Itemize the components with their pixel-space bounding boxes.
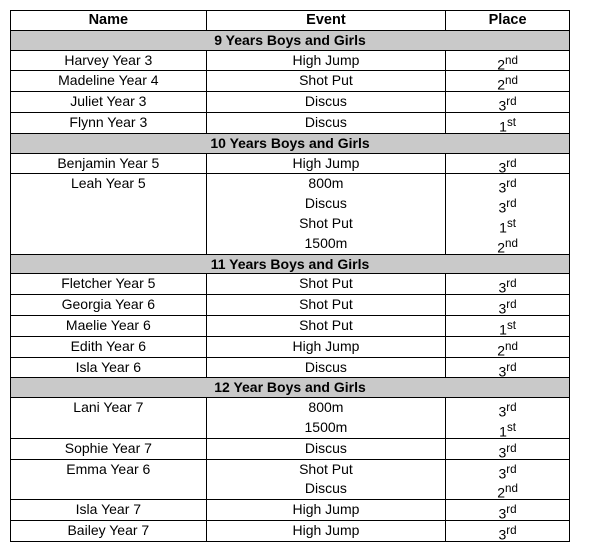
place-number: 2 — [497, 342, 505, 359]
table-row — [11, 398, 570, 439]
place-value — [446, 316, 569, 336]
event-cell — [206, 274, 446, 295]
group-title: 10 Years Boys and Girls — [11, 133, 570, 153]
results-table — [10, 10, 570, 542]
place-cell — [446, 153, 570, 174]
table-row — [11, 71, 570, 92]
event-name: Shot Put — [299, 296, 353, 313]
event-name: High Jump — [292, 337, 360, 354]
place-value — [446, 234, 569, 254]
place-value — [446, 479, 569, 499]
event-cell — [206, 153, 446, 174]
event-cell — [206, 336, 446, 357]
student-name: Benjamin Year 5 — [11, 153, 207, 174]
table-row — [11, 274, 570, 295]
student-name: Juliet Year 3 — [11, 92, 207, 113]
place-suffix: rd — [506, 401, 517, 415]
event-name: 1500m — [304, 418, 348, 435]
table-row — [11, 315, 570, 336]
event-name: Discus — [304, 439, 347, 456]
table-row — [11, 50, 570, 71]
results-body — [11, 30, 570, 541]
place-value — [446, 194, 569, 214]
event-name: High Jump — [292, 501, 360, 518]
place-number: 3 — [498, 180, 507, 197]
group-title: 11 Years Boys and Girls — [11, 254, 570, 274]
place-suffix: rd — [506, 298, 517, 312]
place-number: 3 — [498, 526, 507, 543]
place-cell — [446, 50, 570, 71]
group-header-row — [11, 254, 570, 274]
student-name: Flynn Year 3 — [11, 112, 207, 133]
event-cell — [206, 71, 446, 92]
place-number: 1 — [499, 219, 507, 236]
place-suffix: st — [506, 216, 517, 230]
student-name: Isla Year 6 — [11, 357, 207, 378]
document-page — [10, 10, 572, 543]
place-cell — [446, 71, 570, 92]
place-value — [446, 460, 569, 480]
student-name: Georgia Year 6 — [11, 295, 207, 316]
place-suffix: rd — [506, 462, 517, 476]
place-cell — [446, 357, 570, 378]
event-column-header: Event — [206, 11, 446, 31]
place-suffix: st — [506, 420, 517, 434]
place-suffix: rd — [506, 277, 517, 291]
place-number: 3 — [498, 199, 507, 216]
group-header-row — [11, 30, 570, 50]
place-suffix: nd — [505, 339, 518, 353]
table-row — [11, 153, 570, 174]
event-name: High Jump — [292, 51, 360, 68]
place-suffix: rd — [506, 360, 517, 374]
place-value — [446, 214, 569, 234]
place-suffix: st — [506, 115, 517, 129]
place-number: 1 — [499, 118, 507, 135]
table-row — [11, 295, 570, 316]
place-value — [446, 418, 569, 438]
student-name: Isla Year 7 — [11, 500, 207, 521]
event-name: Shot Put — [299, 214, 353, 231]
place-cell — [446, 315, 570, 336]
place-value — [446, 174, 569, 197]
place-value — [446, 51, 569, 71]
place-value — [446, 71, 569, 94]
group-title: 12 Year Boys and Girls — [11, 378, 570, 398]
event-name: High Jump — [292, 521, 360, 538]
place-cell — [446, 500, 570, 521]
event-name: Shot Put — [299, 316, 353, 333]
place-value — [446, 154, 569, 174]
place-suffix: rd — [506, 441, 517, 455]
student-name: Edith Year 6 — [11, 336, 207, 357]
place-number: 3 — [498, 403, 507, 420]
place-value — [446, 92, 569, 112]
place-number: 3 — [498, 280, 507, 297]
event-name: Discus — [304, 113, 347, 130]
event-name: 800m — [308, 175, 344, 192]
place-value — [446, 113, 569, 133]
event-cell — [206, 112, 446, 133]
table-row — [11, 459, 570, 500]
event-cell — [206, 50, 446, 71]
place-cell — [446, 459, 570, 500]
place-suffix: nd — [505, 53, 518, 67]
student-name: Bailey Year 7 — [11, 520, 207, 541]
event-cell — [206, 357, 446, 378]
place-number: 2 — [497, 56, 505, 73]
student-name: Fletcher Year 5 — [11, 274, 207, 295]
group-header-row — [11, 378, 570, 398]
event-name: High Jump — [292, 154, 360, 171]
place-value — [446, 439, 569, 459]
place-value — [446, 500, 569, 520]
place-suffix: nd — [505, 74, 518, 88]
header-row — [11, 11, 570, 31]
event-cell — [206, 459, 446, 500]
event-name: Discus — [304, 358, 347, 375]
place-suffix: rd — [506, 177, 517, 191]
place-number: 3 — [498, 97, 507, 114]
place-cell — [446, 295, 570, 316]
student-name: Lani Year 7 — [11, 398, 207, 439]
student-name: Maelie Year 6 — [11, 315, 207, 336]
event-name: 800m — [308, 399, 344, 416]
place-suffix: st — [506, 318, 517, 332]
table-row — [11, 357, 570, 378]
event-name: Shot Put — [299, 275, 353, 292]
place-number: 3 — [498, 444, 507, 461]
place-cell — [446, 438, 570, 459]
place-number: 3 — [498, 505, 507, 522]
table-row — [11, 92, 570, 113]
name-column-header: Name — [11, 11, 207, 31]
place-number: 2 — [497, 484, 505, 501]
place-value — [446, 337, 569, 357]
group-header-row — [11, 133, 570, 153]
place-value — [446, 274, 569, 297]
place-suffix: rd — [506, 523, 517, 537]
table-row — [11, 438, 570, 459]
place-number: 2 — [497, 239, 505, 256]
table-row — [11, 336, 570, 357]
place-value — [446, 295, 569, 315]
place-suffix: nd — [505, 482, 518, 496]
place-cell — [446, 112, 570, 133]
event-name: Discus — [304, 93, 347, 110]
place-suffix: nd — [505, 236, 518, 250]
student-name: Harvey Year 3 — [11, 50, 207, 71]
event-name: Shot Put — [299, 460, 353, 477]
place-number: 3 — [498, 363, 507, 380]
event-name: Discus — [304, 480, 347, 497]
event-cell — [206, 398, 446, 439]
place-value — [446, 398, 569, 418]
place-cell — [446, 336, 570, 357]
student-name: Leah Year 5 — [11, 174, 207, 254]
place-cell — [446, 398, 570, 439]
place-number: 3 — [498, 465, 507, 482]
place-suffix: rd — [506, 197, 517, 211]
place-column-header: Place — [446, 11, 570, 31]
event-cell — [206, 92, 446, 113]
table-row — [11, 174, 570, 254]
table-row — [11, 112, 570, 133]
event-cell — [206, 295, 446, 316]
event-cell — [206, 438, 446, 459]
event-cell — [206, 174, 446, 254]
student-name: Sophie Year 7 — [11, 438, 207, 459]
place-number: 3 — [498, 159, 507, 176]
place-number: 3 — [498, 300, 507, 317]
place-number: 1 — [499, 321, 507, 338]
place-number: 1 — [499, 423, 507, 440]
place-number: 2 — [497, 77, 505, 94]
place-cell — [446, 174, 570, 254]
event-cell — [206, 315, 446, 336]
event-name: 1500m — [304, 234, 348, 251]
student-name: Madeline Year 4 — [11, 71, 207, 92]
student-name: Emma Year 6 — [11, 459, 207, 500]
event-cell — [206, 500, 446, 521]
group-title: 9 Years Boys and Girls — [11, 30, 570, 50]
table-row — [11, 500, 570, 521]
place-cell — [446, 274, 570, 295]
place-suffix: rd — [506, 503, 517, 517]
place-suffix: rd — [506, 156, 517, 170]
event-name: Discus — [304, 195, 347, 212]
event-name: Shot Put — [299, 72, 353, 89]
place-suffix: rd — [506, 95, 517, 109]
place-cell — [446, 92, 570, 113]
place-value — [446, 358, 569, 378]
